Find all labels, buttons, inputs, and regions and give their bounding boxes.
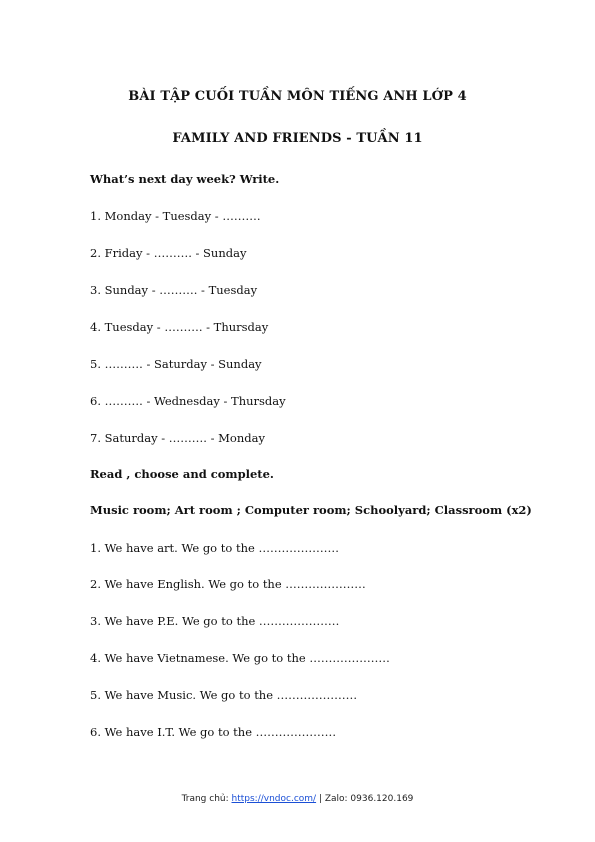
section2-item: 1. We have art. We go to the ………………… [90,541,339,555]
section2-item: 2. We have English. We go to the ………………… [90,577,366,591]
section2-item: 6. We have I.T. We go to the ………………… [90,725,337,739]
section1-item: 7. Saturday - ………. - Monday [90,431,265,445]
section1-item: 2. Friday - ………. - Sunday [90,246,247,260]
section2-heading: Read , choose and complete. [90,467,274,481]
section1-heading: What’s next day week? Write. [90,172,280,186]
section1-item: 5. ………. - Saturday - Sunday [90,357,262,371]
page-footer [0,794,595,804]
footer-prefix: Trang chủ: [181,794,232,804]
section2-item: 3. We have P.E. We go to the ………………… [90,614,340,628]
section1-item: 6. ………. - Wednesday - Thursday [90,394,286,408]
section1-item: 3. Sunday - ………. - Tuesday [90,283,258,297]
word-bank: Music room; Art room ; Computer room; Schoolyard; Classroom (x2) [90,503,532,517]
footer-link[interactable]: https://vndoc.com/ [231,794,317,804]
section1-item: 4. Tuesday - ………. - Thursday [90,320,269,334]
document-title: BÀI TẬP CUỐI TUẦN MÔN TIẾNG ANH LỚP 4 [128,89,467,104]
section2-item: 5. We have Music. We go to the ………………… [90,688,358,702]
document-subtitle: FAMILY AND FRIENDS - TUẦN 11 [172,131,423,146]
footer-suffix: | Zalo: 0936.120.169 [316,794,414,804]
section1-item: 1. Monday - Tuesday - ………. [90,209,261,223]
section2-item: 4. We have Vietnamese. We go to the ………………… [90,651,390,665]
